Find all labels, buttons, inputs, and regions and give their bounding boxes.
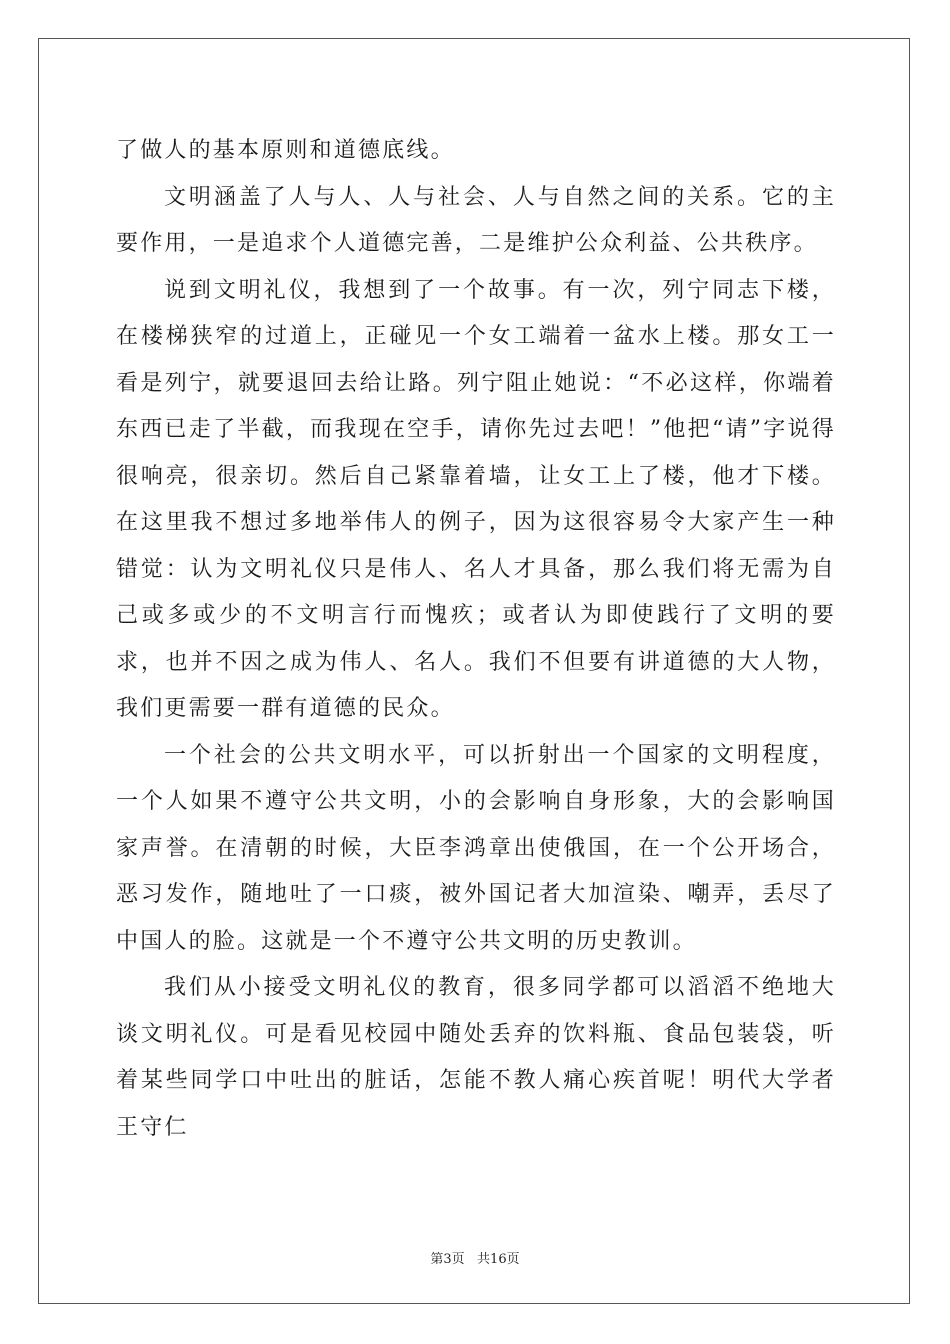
- page-footer: [0, 1248, 950, 1267]
- page-number: 第3页 共16页: [430, 1252, 520, 1267]
- document-body: [116, 128, 836, 1151]
- paragraph-4: 一个社会的公共文明水平，可以折射出一个国家的文明程度，一个人如果不遵守公共文明，小的会影响自身形象，大的会影响国家声誉。在清朝的时候，大臣李鸿章出使俄国，在一个公开场合，恶习发作，随地吐了一口痰，被外国记者大加渲染、嘲弄，丢尽了中国人的脸。这就是一个不遵守公共文明的历史教训。: [116, 742, 836, 954]
- paragraph-5: 我们从小接受文明礼仪的教育，很多同学都可以滔滔不绝地大谈文明礼仪。可是看见校园中随处丢弃的饮料瓶、食品包装袋，听着某些同学口中吐出的脏话，怎能不教人痛心疾首呢！明代大学者王守仁: [116, 975, 836, 1140]
- paragraph-3: 说到文明礼仪，我想到了一个故事。有一次，列宁同志下楼，在楼梯狭窄的过道上，正碰见一个女工端着一盆水上楼。那女工一看是列宁，就要退回去给让路。列宁阻止她说：“不必这样，你端着东西已走了半截，而我现在空手，请你先过去吧！”他把“请”字说得很响亮，很亲切。然后自己紧靠着墙，让女工上了楼，他才下楼。在这里我不想过多地举伟人的例子，因为这很容易令大家产生一种错觉：认为文明礼仪只是伟人、名人才具备，那么我们将无需为自己或多或少的不文明言行而愧疚；或者认为即使践行了文明的要求，也并不因之成为伟人、名人。我们不但要有讲道德的大人物，我们更需要一群有道德的民众。: [116, 277, 836, 721]
- paragraph-1: 了做人的基本原则和道德底线。: [116, 138, 455, 163]
- paragraph-2: 文明涵盖了人与人、人与社会、人与自然之间的关系。它的主要作用，一是追求个人道德完善，二是维护公众利益、公共秩序。: [116, 184, 836, 256]
